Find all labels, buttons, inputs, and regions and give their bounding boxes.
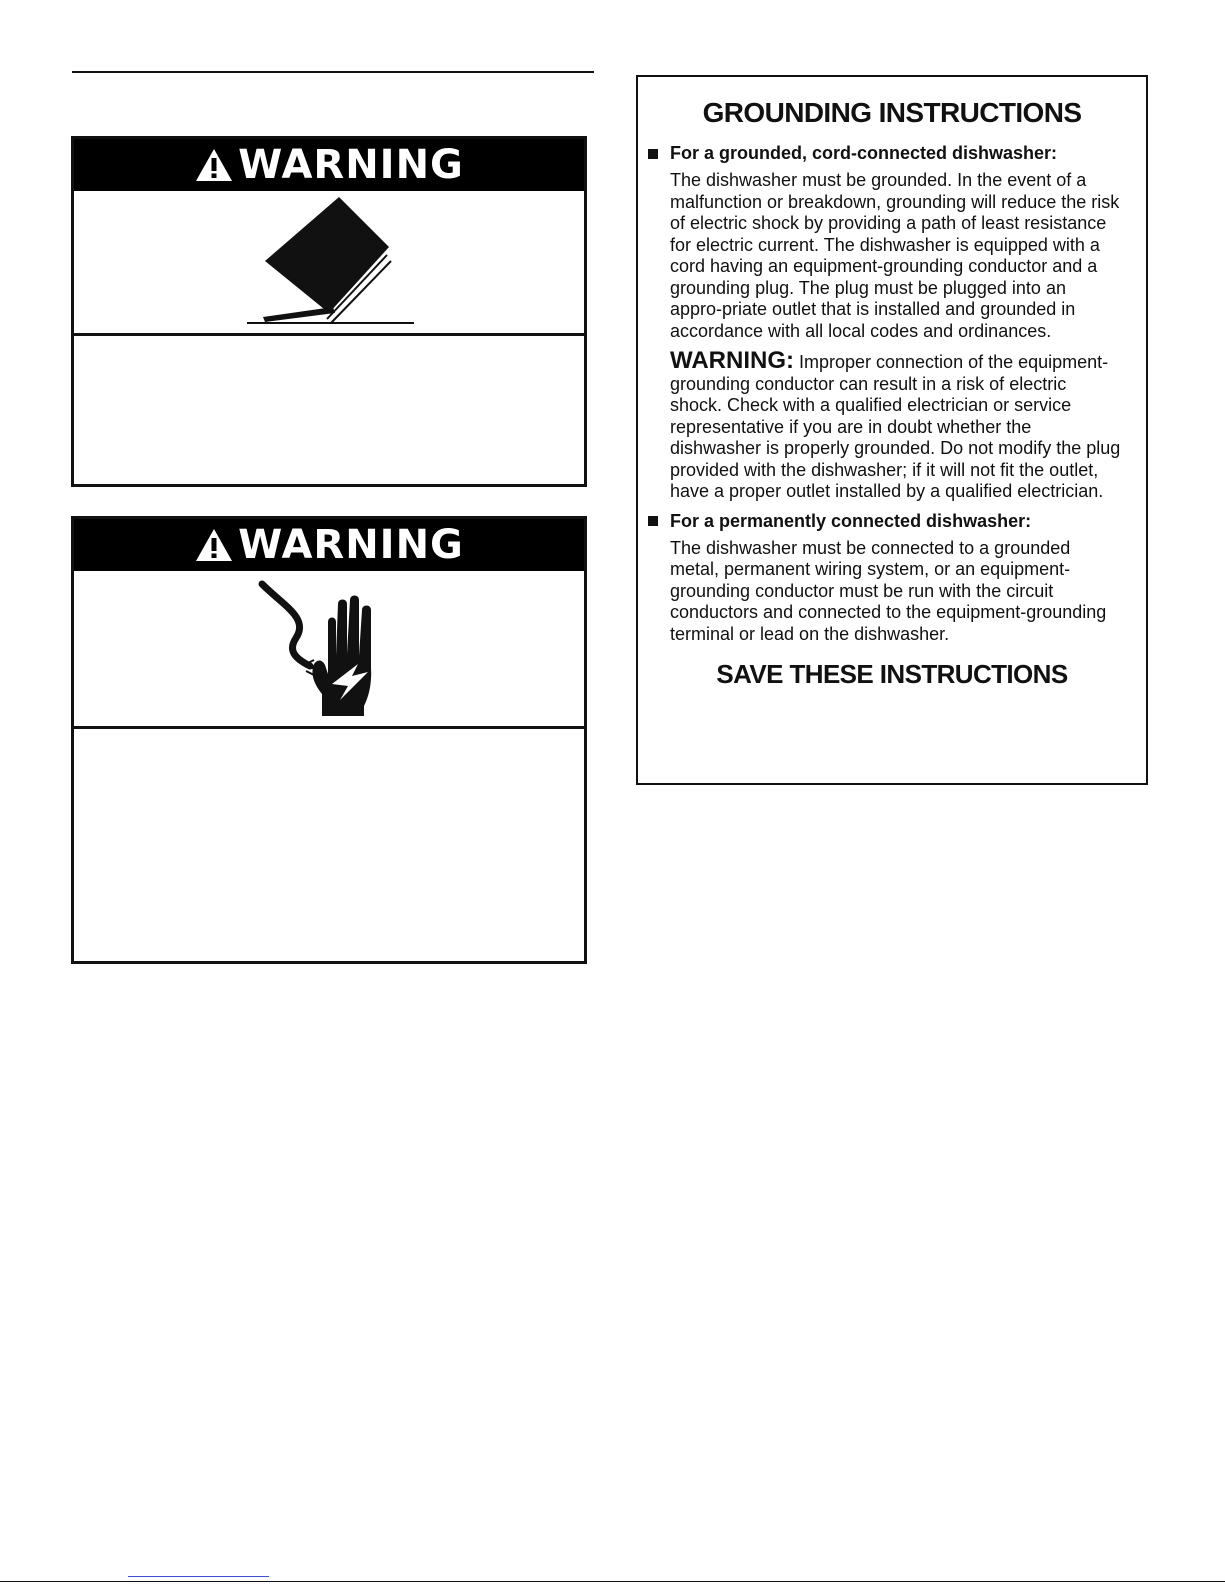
- grounding-instructions-box: [636, 75, 1148, 785]
- warning-paragraph: [670, 347, 1122, 503]
- warning-header: [74, 139, 584, 191]
- section-heading-permanent: [648, 511, 1122, 532]
- section-heading-text: For a grounded, cord-connected dishwasher:: [670, 143, 1058, 163]
- inline-warning-label: WARNING:: [670, 347, 794, 374]
- footer-link-underline: [128, 1576, 269, 1577]
- top-rule: [72, 71, 594, 73]
- inline-warning-text: Improper connection of the equipment-grounding conductor can result in a risk of electric shock. Check with a qualified electrician or service representative if you are in doubt whether the dishwasher is properly grounded. Do not modify the plug provided with the dishwasher; if it will not fit the outlet, have a proper outlet installed by a qualified electrician.: [670, 352, 1121, 501]
- section-heading-cord-connected: [648, 143, 1122, 164]
- alert-triangle-icon: [194, 147, 234, 183]
- cord-connected-paragraph: The dishwasher must be grounded. In the event of a malfunction or breakdown, grounding will reduce the risk of electric shock by providing a path of least resistance for electric current. The dishwasher is equipped with a cord having an equipment-grounding conductor and a grounding plug. The plug must be plugged into an appro-priate outlet that is installed and grounded in accordance with all local codes and ordinances.: [670, 170, 1120, 341]
- bullet-square-icon: [648, 516, 658, 526]
- electrical-shock-icon: [254, 576, 404, 721]
- grounding-title: GROUNDING INSTRUCTIONS: [702, 97, 1082, 128]
- tip-over-warning-box: [71, 136, 587, 487]
- warning-image-panel: [74, 191, 584, 336]
- warning-image-panel: [74, 571, 584, 729]
- warning-title: WARNING: [238, 522, 464, 568]
- bullet-square-icon: [648, 149, 658, 159]
- permanent-connection-paragraph: The dishwasher must be connected to a grounded metal, permanent wiring system, or an equipment-grounding conductor must be run with the circuit conductors and connected to the equipment-grounding terminal or lead on the dishwasher.: [670, 537, 1107, 644]
- warning-title: WARNING: [238, 142, 464, 188]
- section-heading-text: For a permanently connected dishwasher:: [670, 510, 1032, 531]
- warning-header: [74, 519, 584, 571]
- bottom-rule: [0, 1581, 1225, 1582]
- save-instructions: SAVE THESE INSTRUCTIONS: [716, 659, 1068, 689]
- tip-over-icon: [239, 195, 419, 330]
- alert-triangle-icon: [194, 527, 234, 563]
- electrical-shock-warning-box: [71, 516, 587, 964]
